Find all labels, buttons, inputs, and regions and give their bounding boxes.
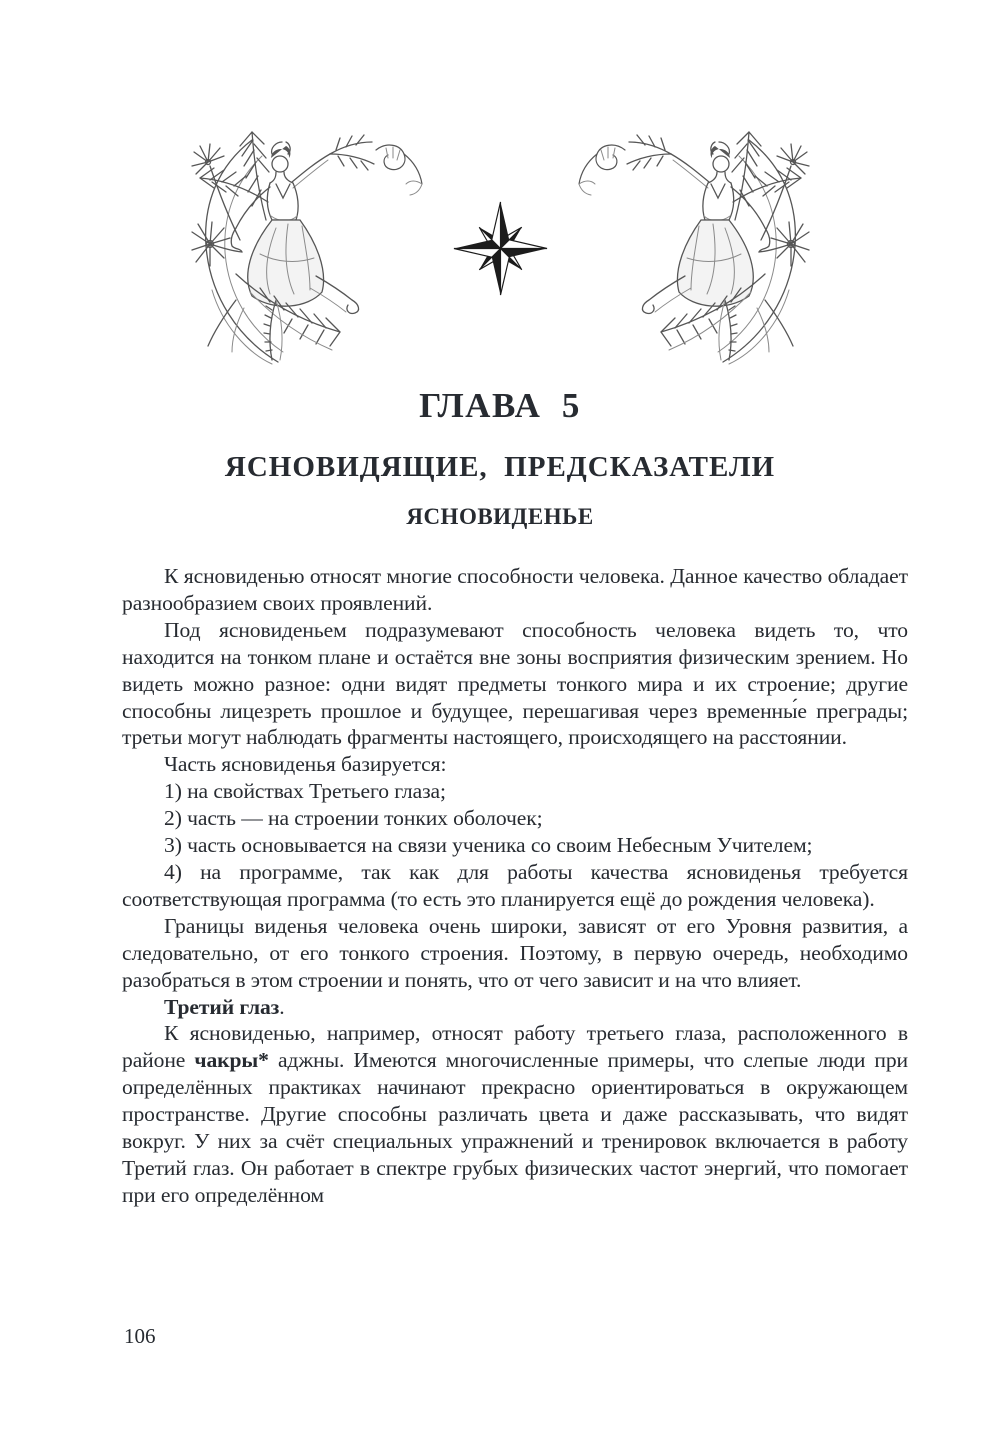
- fairy-engraving-left-icon: [180, 124, 426, 366]
- paragraph: [122, 1020, 908, 1208]
- inline-heading-period: .: [279, 994, 285, 1019]
- body-text: [122, 563, 908, 1209]
- inline-heading-third-eye: [122, 994, 908, 1021]
- paragraph: К ясновиденью относят многие способности человека. Данное качество обладает разнообразием своих проявлений.: [122, 564, 908, 615]
- paragraph: Часть ясновиденья базируется:: [164, 752, 447, 777]
- paragraph-text: аджны. Имеются многочисленные примеры, что слепые люди при определённых практиках начинают прекрасно ориентироваться в окружающем пространстве. Другие способны различать цвета и даже рассказывать, что видят вокруг. У них за счёт специальных упражнений и тренировок включается в работу Третий глаз. Он работает в спектре грубых физических частот энергий, что помогает при его определённом: [122, 1048, 908, 1207]
- header-ornament-row: [0, 124, 1000, 366]
- paragraph: Границы виденья человека очень широки, зависят от его Уровня развития, а следовательно, от его тонкого строения. Поэтому, в первую очередь, необходимо разобраться в этом строении и понять, что от чего зависит и на что влияет.: [122, 913, 908, 992]
- paragraph: Под ясновиденьем подразумевают способность человека видеть то, что находится на тонком плане и остаётся вне зоны восприятия физическим зрением. Но видеть можно разное: одни видят предметы тонкого мира и их строение; другие способны лицезреть прошлое и будущее, перешагивая через временны́е преграды; третьи могут наблюдать фрагменты настоящего, происходящего на расстоянии.: [122, 617, 908, 750]
- fairy-engraving-right-icon: [575, 124, 821, 366]
- list-item: 2) часть — на строении тонких оболочек;: [164, 806, 543, 831]
- subsection-title: ЯСНОВИДЕНЬЕ: [406, 504, 594, 529]
- paragraph-text: К ясновиденью, например, относят работу третьего глаза, расположенного в районе: [122, 1021, 908, 1073]
- list-item: 3) часть основывается на связи ученика со своим Небесным Учителем;: [164, 833, 813, 858]
- list-item: 1) на свойствах Третьего глаза;: [164, 779, 446, 804]
- list-item: 4) на программе, так как для работы качества ясновиденья требуется соответствующая программа (то есть это планируется ещё до рождения человека).: [122, 859, 908, 911]
- page-number: 106: [124, 1324, 156, 1348]
- chakra-term: чакры*: [194, 1048, 269, 1073]
- inline-heading-text: Третий глаз: [164, 994, 280, 1019]
- chapter-heading: ГЛАВА 5: [419, 386, 581, 425]
- section-title: ЯСНОВИДЯЩИЕ, ПРЕДСКАЗАТЕЛИ: [224, 451, 776, 483]
- compass-star-icon: [452, 199, 549, 298]
